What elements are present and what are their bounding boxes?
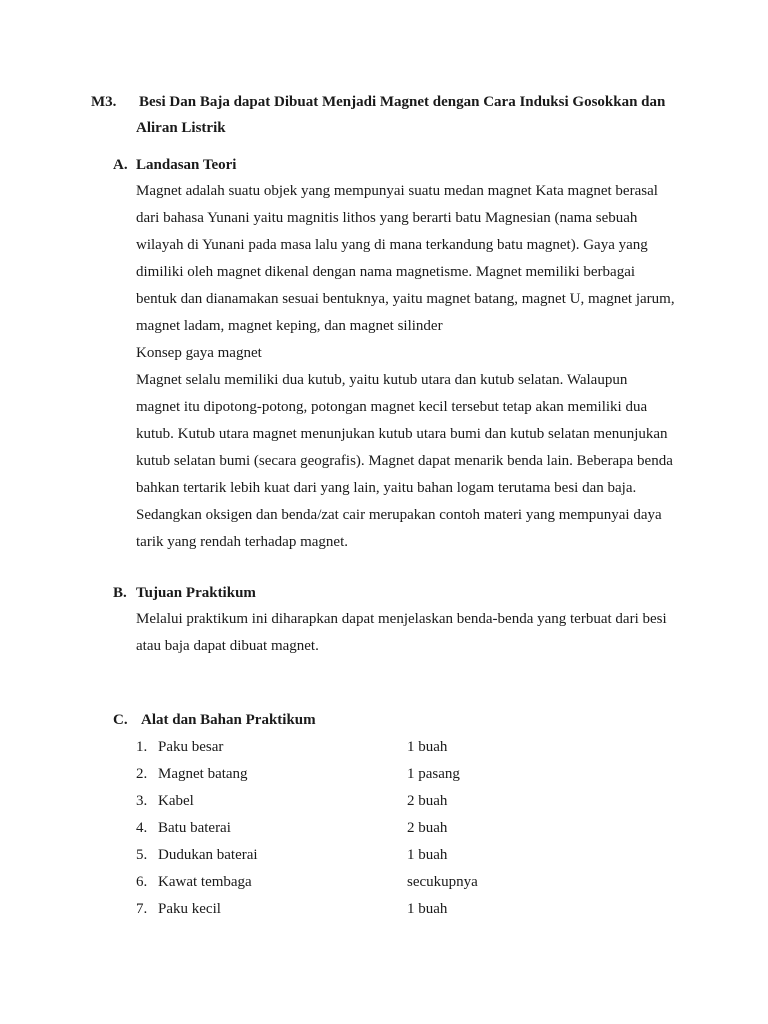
paragraph-line: dimiliki oleh magnet dikenal dengan nama magnetisme. Magnet memiliki berbagai xyxy=(136,264,636,280)
paragraph-line: Magnet adalah suatu objek yang mempunyai suatu medan magnet Kata magnet berasal xyxy=(136,183,658,199)
list-item xyxy=(136,869,536,896)
list-item xyxy=(136,815,536,842)
paragraph-line: kutub selatan bumi (secara geografis). Magnet dapat menarik benda lain. Beberapa benda xyxy=(136,453,673,469)
item-number: 6. xyxy=(136,874,148,890)
item-name: Kabel xyxy=(158,793,194,809)
list-item xyxy=(136,761,536,788)
item-number: 5. xyxy=(136,847,148,863)
paragraph-line: bahkan tertarik lebih kuat dari yang lain, yaitu bahan logam terutama besi dan baja. xyxy=(136,480,637,496)
paragraph-line: magnet itu dipotong-potong, potongan magnet kecil tersebut tetap akan memiliki dua xyxy=(136,399,648,415)
section-a-letter: A. xyxy=(113,157,128,173)
materials-list xyxy=(136,734,536,923)
title-line-1: Besi Dan Baja dapat Dibuat Menjadi Magnet dengan Cara Induksi Gosokkan dan xyxy=(139,94,666,110)
item-quantity: secukupnya xyxy=(407,874,478,890)
paragraph-line: bentuk dan dianamakan sesuai bentuknya, yaitu magnet batang, magnet U, magnet jarum, xyxy=(136,291,675,307)
list-item xyxy=(136,842,536,869)
item-number: 7. xyxy=(136,901,148,917)
paragraph-line: kutub. Kutub utara magnet menunjukan kutub utara bumi dan kutub selatan menunjukan xyxy=(136,426,668,442)
section-b-letter: B. xyxy=(113,585,127,601)
item-quantity: 1 pasang xyxy=(407,766,460,782)
item-name: Batu baterai xyxy=(158,820,231,836)
item-quantity: 1 buah xyxy=(407,901,448,917)
section-b-heading: Tujuan Praktikum xyxy=(136,585,256,601)
list-item xyxy=(136,734,536,761)
subheading-line: Konsep gaya magnet xyxy=(136,345,262,361)
item-number: 2. xyxy=(136,766,148,782)
item-name: Kawat tembaga xyxy=(158,874,252,890)
item-quantity: 1 buah xyxy=(407,847,448,863)
paragraph-line: atau baja dapat dibuat magnet. xyxy=(136,638,319,654)
item-name: Paku kecil xyxy=(158,901,221,917)
item-number: 4. xyxy=(136,820,148,836)
paragraph-line: dari bahasa Yunani yaitu magnitis lithos yang berarti batu Magnesian (nama sebuah xyxy=(136,210,638,226)
paragraph-line: magnet ladam, magnet keping, dan magnet silinder xyxy=(136,318,443,334)
list-item xyxy=(136,788,536,815)
section-b-body xyxy=(136,606,667,660)
paragraph-line: wilayah di Yunani pada masa lalu yang di mana terkandung batu magnet). Gaya yang xyxy=(136,237,648,253)
title-line-2: Aliran Listrik xyxy=(136,120,226,136)
item-number: 1. xyxy=(136,739,148,755)
section-a-heading: Landasan Teori xyxy=(136,157,237,173)
title-number: M3. xyxy=(91,94,117,110)
list-item xyxy=(136,896,536,923)
item-name: Paku besar xyxy=(158,739,224,755)
section-c-letter: C. xyxy=(113,712,128,728)
item-quantity: 2 buah xyxy=(407,820,448,836)
paragraph-line: Sedangkan oksigen dan benda/zat cair merupakan contoh materi yang mempunyai daya xyxy=(136,507,662,523)
item-name: Magnet batang xyxy=(158,766,248,782)
item-quantity: 1 buah xyxy=(407,739,448,755)
item-quantity: 2 buah xyxy=(407,793,448,809)
section-a-body xyxy=(136,178,675,556)
item-name: Dudukan baterai xyxy=(158,847,258,863)
paragraph-line: Melalui praktikum ini diharapkan dapat menjelaskan benda-benda yang terbuat dari besi xyxy=(136,611,667,627)
paragraph-line: tarik yang rendah terhadap magnet. xyxy=(136,534,348,550)
section-c-heading: Alat dan Bahan Praktikum xyxy=(141,712,316,728)
paragraph-line: Magnet selalu memiliki dua kutub, yaitu kutub utara dan kutub selatan. Walaupun xyxy=(136,372,628,388)
item-number: 3. xyxy=(136,793,148,809)
